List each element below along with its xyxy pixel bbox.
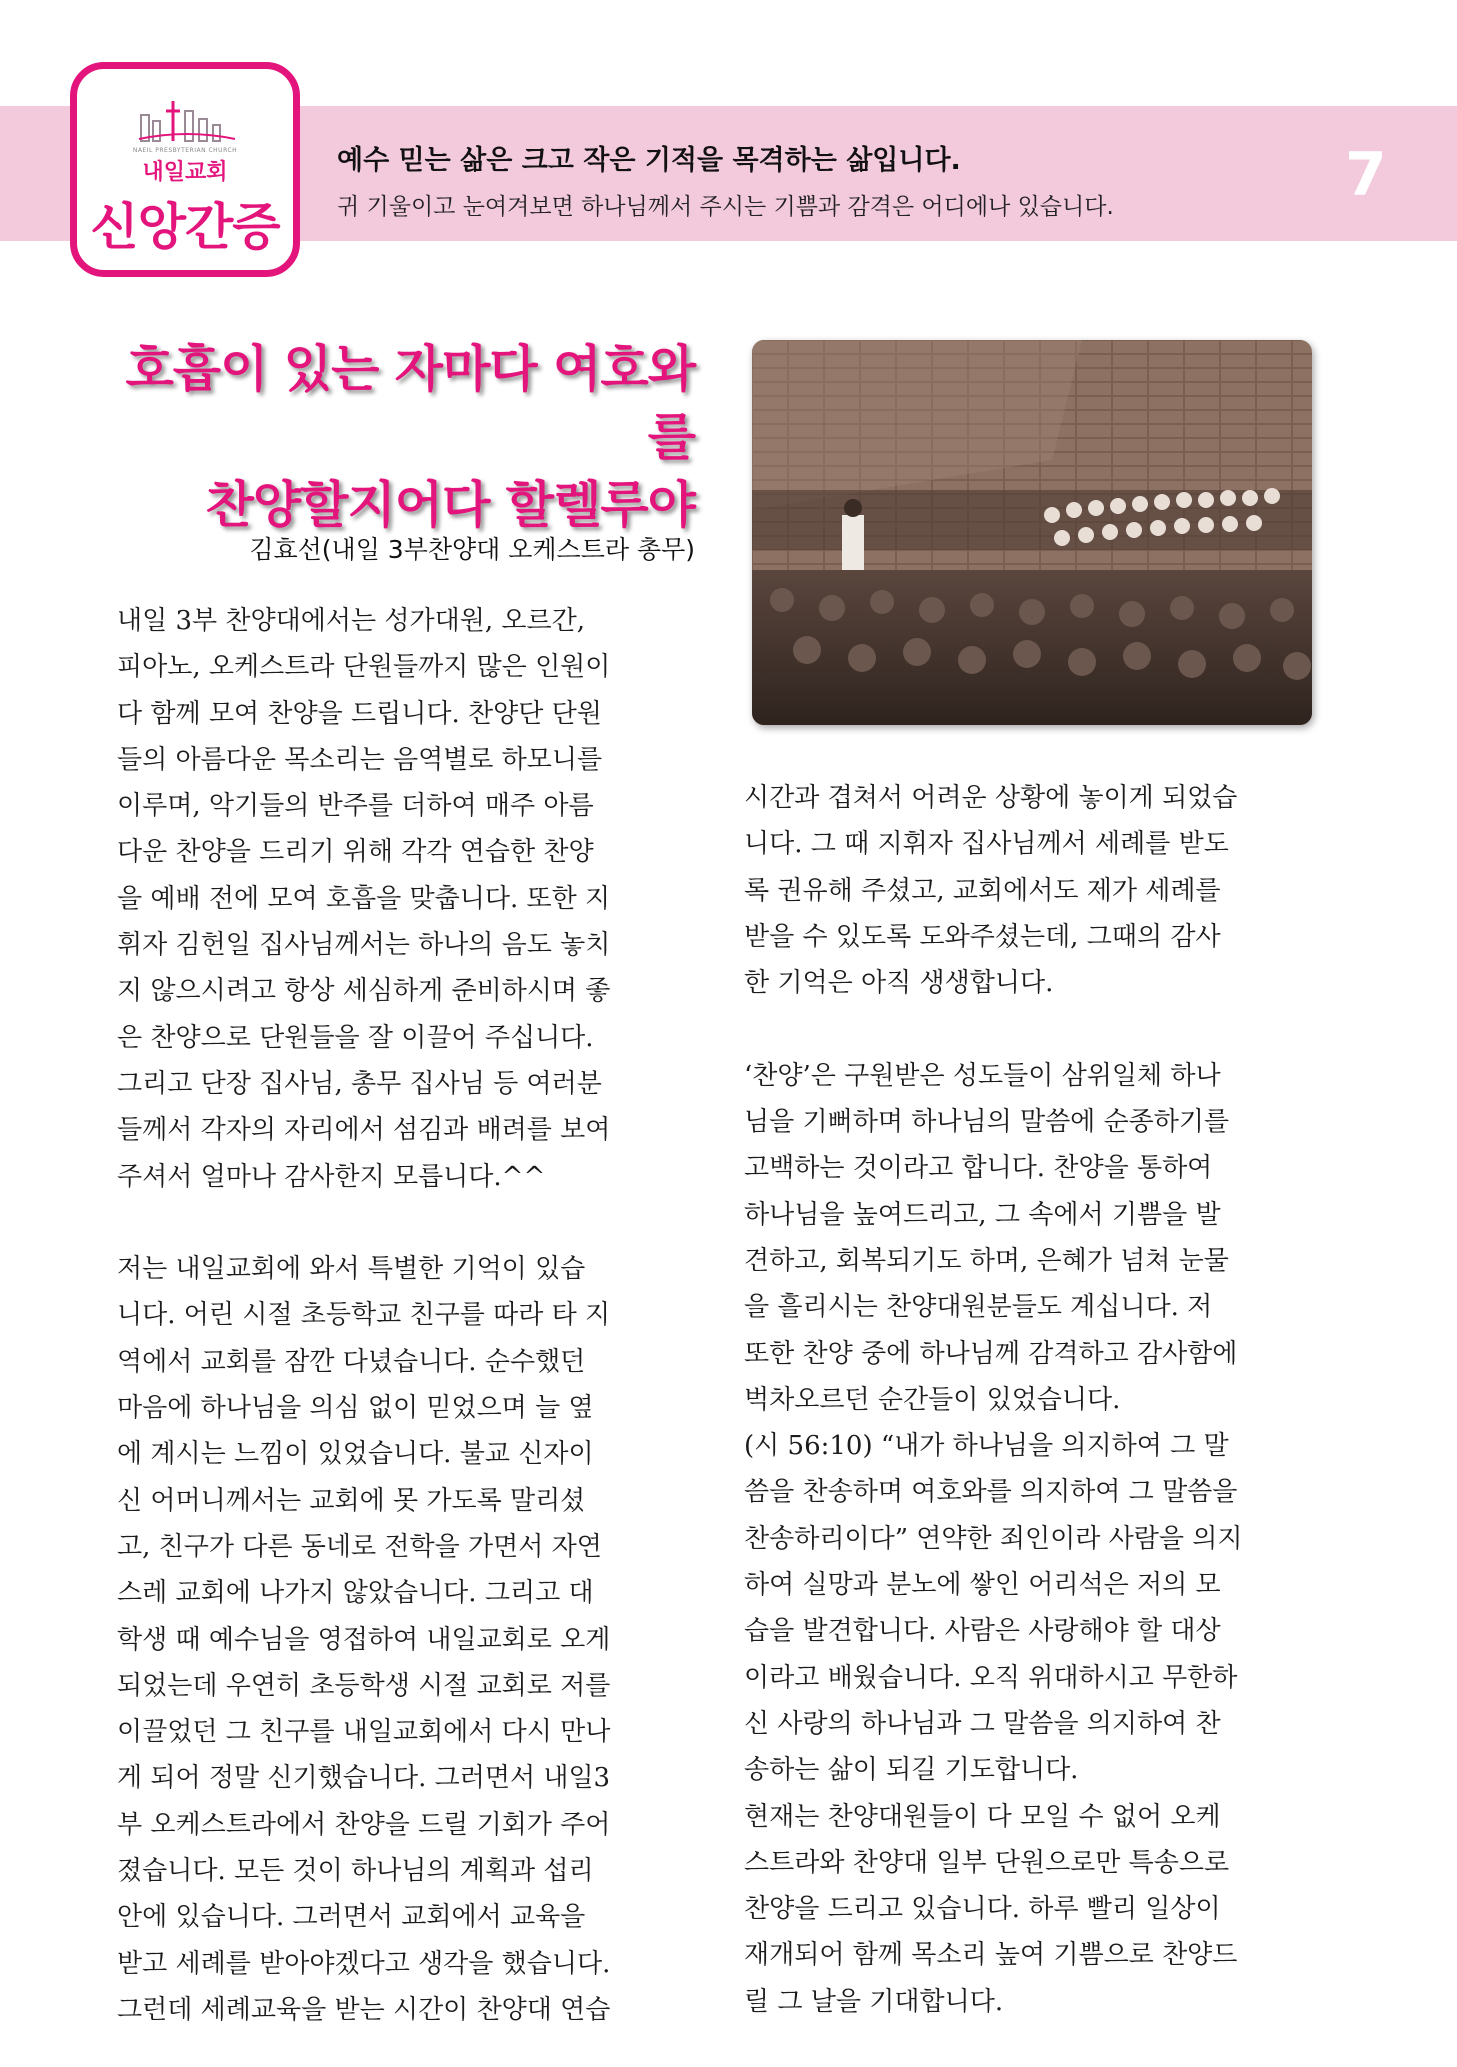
church-name: 내일교회: [142, 160, 228, 185]
text-line: 록 권유해 주셨고, 교회에서도 제가 세례를: [744, 875, 1221, 906]
text-line: 휘자 김헌일 집사님께서는 하나의 음도 놓치: [117, 930, 611, 961]
text-line: 이루며, 악기들의 반주를 더하여 매주 아름: [117, 791, 594, 822]
text-line: 습을 발견합니다. 사람은 사랑해야 할 대상: [744, 1616, 1221, 1647]
left-column: [117, 598, 707, 2033]
text-line: 스레 교회에 나가지 않았습니다. 그리고 대: [117, 1578, 594, 1609]
text-line: 벅차오르던 순간들이 있었습니다.: [744, 1384, 1121, 1415]
text-line: (시 56:10) “내가 하나님을 의지하여 그 말: [744, 1431, 1229, 1462]
text-line: 역에서 교회를 잠깐 다녔습니다. 순수했던: [117, 1346, 586, 1377]
text-line: 한 기억은 아직 생생합니다.: [744, 968, 1054, 999]
text-line: 현재는 찬양대원들이 다 모일 수 없어 오케: [744, 1801, 1221, 1832]
text-line: 주셔서 얼마나 감사한지 모릅니다.^^: [117, 1161, 546, 1192]
choir-orchestra-image: [752, 340, 1312, 725]
text-line: 이라고 배웠습니다. 오직 위대하시고 무한하: [744, 1662, 1238, 1693]
text-line: 시간과 겹쳐서 어려운 상황에 놓이게 되었습: [744, 783, 1238, 813]
text-line: 을 흘리시는 찬양대원분들도 계십니다. 저: [744, 1292, 1213, 1323]
text-line: 송하는 삶이 되길 기도합니다.: [744, 1755, 1079, 1786]
article-title: [90, 335, 695, 539]
text-line: 고백하는 것이라고 합니다. 찬양을 통하여: [744, 1153, 1213, 1184]
header-tagline: 예수 믿는 삶은 크고 작은 기적을 목격하는 삶입니다.: [337, 145, 961, 176]
text-line: 졌습니다. 모든 것이 하나님의 계획과 섭리: [117, 1856, 594, 1887]
text-line: ‘찬양’은 구원받은 성도들이 삼위일체 하나: [744, 1060, 1221, 1091]
text-line: 님을 기뻐하며 하나님의 말씀에 순종하기를: [744, 1107, 1230, 1138]
byline: 김효선(내일 3부찬양대 오케스트라 총무): [249, 535, 695, 564]
logo-subtitle: NAEIL PRESBYTERIAN CHURCH: [132, 147, 238, 154]
text-line: 하나님을 높여드리고, 그 속에서 기쁨을 발: [744, 1199, 1221, 1230]
right-column: [744, 775, 1334, 2025]
text-line: 릴 그 날을 기대합니다.: [744, 1986, 1004, 2017]
text-line: 그리고 단장 집사님, 총무 집사님 등 여러분: [117, 1068, 602, 1099]
text-line: 다 함께 모여 찬양을 드립니다. 찬양단 단원: [117, 698, 602, 729]
text-line: [744, 1006, 1334, 1052]
text-line: 재개되어 함께 목소리 높여 기쁨으로 찬양드: [744, 1940, 1238, 1971]
text-line: 또한 찬양 중에 하나님께 감격하고 감사함에: [744, 1338, 1238, 1369]
text-line: 들께서 각자의 자리에서 섬김과 배려를 보여: [117, 1115, 611, 1146]
text-line: 하여 실망과 분노에 쌓인 어리석은 저의 모: [744, 1570, 1221, 1601]
text-line: 지 않으시려고 항상 세심하게 준비하시며 좋: [117, 976, 611, 1007]
church-skyline-icon: [137, 99, 237, 145]
section-logo: [70, 62, 300, 277]
text-line: 고, 친구가 다른 동네로 전학을 가면서 자연: [117, 1531, 602, 1562]
section-title: 신앙간증: [90, 198, 280, 256]
text-line: 게 되어 정말 신기했습니다. 그러면서 내일3: [117, 1763, 611, 1794]
text-line: 피아노, 오케스트라 단원들까지 많은 인원이: [117, 652, 611, 683]
text-line: 찬양을 드리고 있습니다. 하루 빨리 일상이: [744, 1894, 1221, 1925]
text-line: 은 찬양으로 단원들을 잘 이끌어 주십니다.: [117, 1022, 594, 1053]
text-line: 받을 수 있도록 도와주셨는데, 그때의 감사: [744, 921, 1221, 952]
text-line: 찬송하리이다” 연약한 죄인이라 사람을 의지: [744, 1523, 1243, 1554]
choir-photo: [752, 340, 1312, 725]
text-line: 을 예배 전에 모여 호흡을 맞춥니다. 또한 지: [117, 883, 611, 914]
text-line: 되었는데 우연히 초등학생 시절 교회로 저를: [117, 1670, 611, 1701]
text-line: 스트라와 찬양대 일부 단원으로만 특송으로: [744, 1847, 1230, 1878]
text-line: 부 오케스트라에서 찬양을 드릴 기회가 주어: [117, 1809, 611, 1840]
text-line: 신 사랑의 하나님과 그 말씀을 의지하여 찬: [744, 1708, 1221, 1739]
text-line: 마음에 하나님을 의심 없이 믿었으며 늘 옆: [117, 1393, 594, 1424]
title-line-1: 호흡이 있는 자마다 여호와를: [125, 340, 695, 466]
text-line: 니다. 어린 시절 초등학교 친구를 따라 타 지: [117, 1300, 611, 1331]
header-subtagline: 귀 기울이고 눈여겨보면 하나님께서 주시는 기쁨과 감격은 어디에나 있습니다.: [337, 194, 1114, 220]
text-line: 내일 3부 찬양대에서는 성가대원, 오르간,: [117, 606, 585, 636]
title-line-2: 찬양할지어다 할렐루야: [205, 476, 695, 534]
text-line: 받고 세례를 받아야겠다고 생각을 했습니다.: [117, 1948, 611, 1979]
text-line: 다운 찬양을 드리기 위해 각각 연습한 찬양: [117, 837, 594, 868]
page-number: 7: [1345, 140, 1387, 210]
text-line: 그런데 세례교육을 받는 시간이 찬양대 연습: [117, 1994, 611, 2025]
text-line: 학생 때 예수님을 영접하여 내일교회로 오게: [117, 1624, 611, 1655]
text-line: 저는 내일교회에 와서 특별한 기억이 있습: [117, 1254, 586, 1285]
text-line: 씀을 찬송하며 여호와를 의지하여 그 말씀을: [744, 1477, 1238, 1508]
text-line: 이끌었던 그 친구를 내일교회에서 다시 만나: [117, 1717, 611, 1748]
text-line: 에 계시는 느낌이 있었습니다. 불교 신자이: [117, 1439, 594, 1470]
text-line: 니다. 그 때 지휘자 집사님께서 세례를 받도: [744, 829, 1229, 860]
text-line: 견하고, 회복되기도 하며, 은혜가 넘쳐 눈물: [744, 1245, 1229, 1276]
text-line: 들의 아름다운 목소리는 음역별로 하모니를: [117, 744, 603, 775]
text-line: 안에 있습니다. 그러면서 교회에서 교육을: [117, 1902, 586, 1933]
text-line: 신 어머니께서는 교회에 못 가도록 말리셨: [117, 1485, 586, 1516]
text-line: [117, 1200, 707, 1246]
